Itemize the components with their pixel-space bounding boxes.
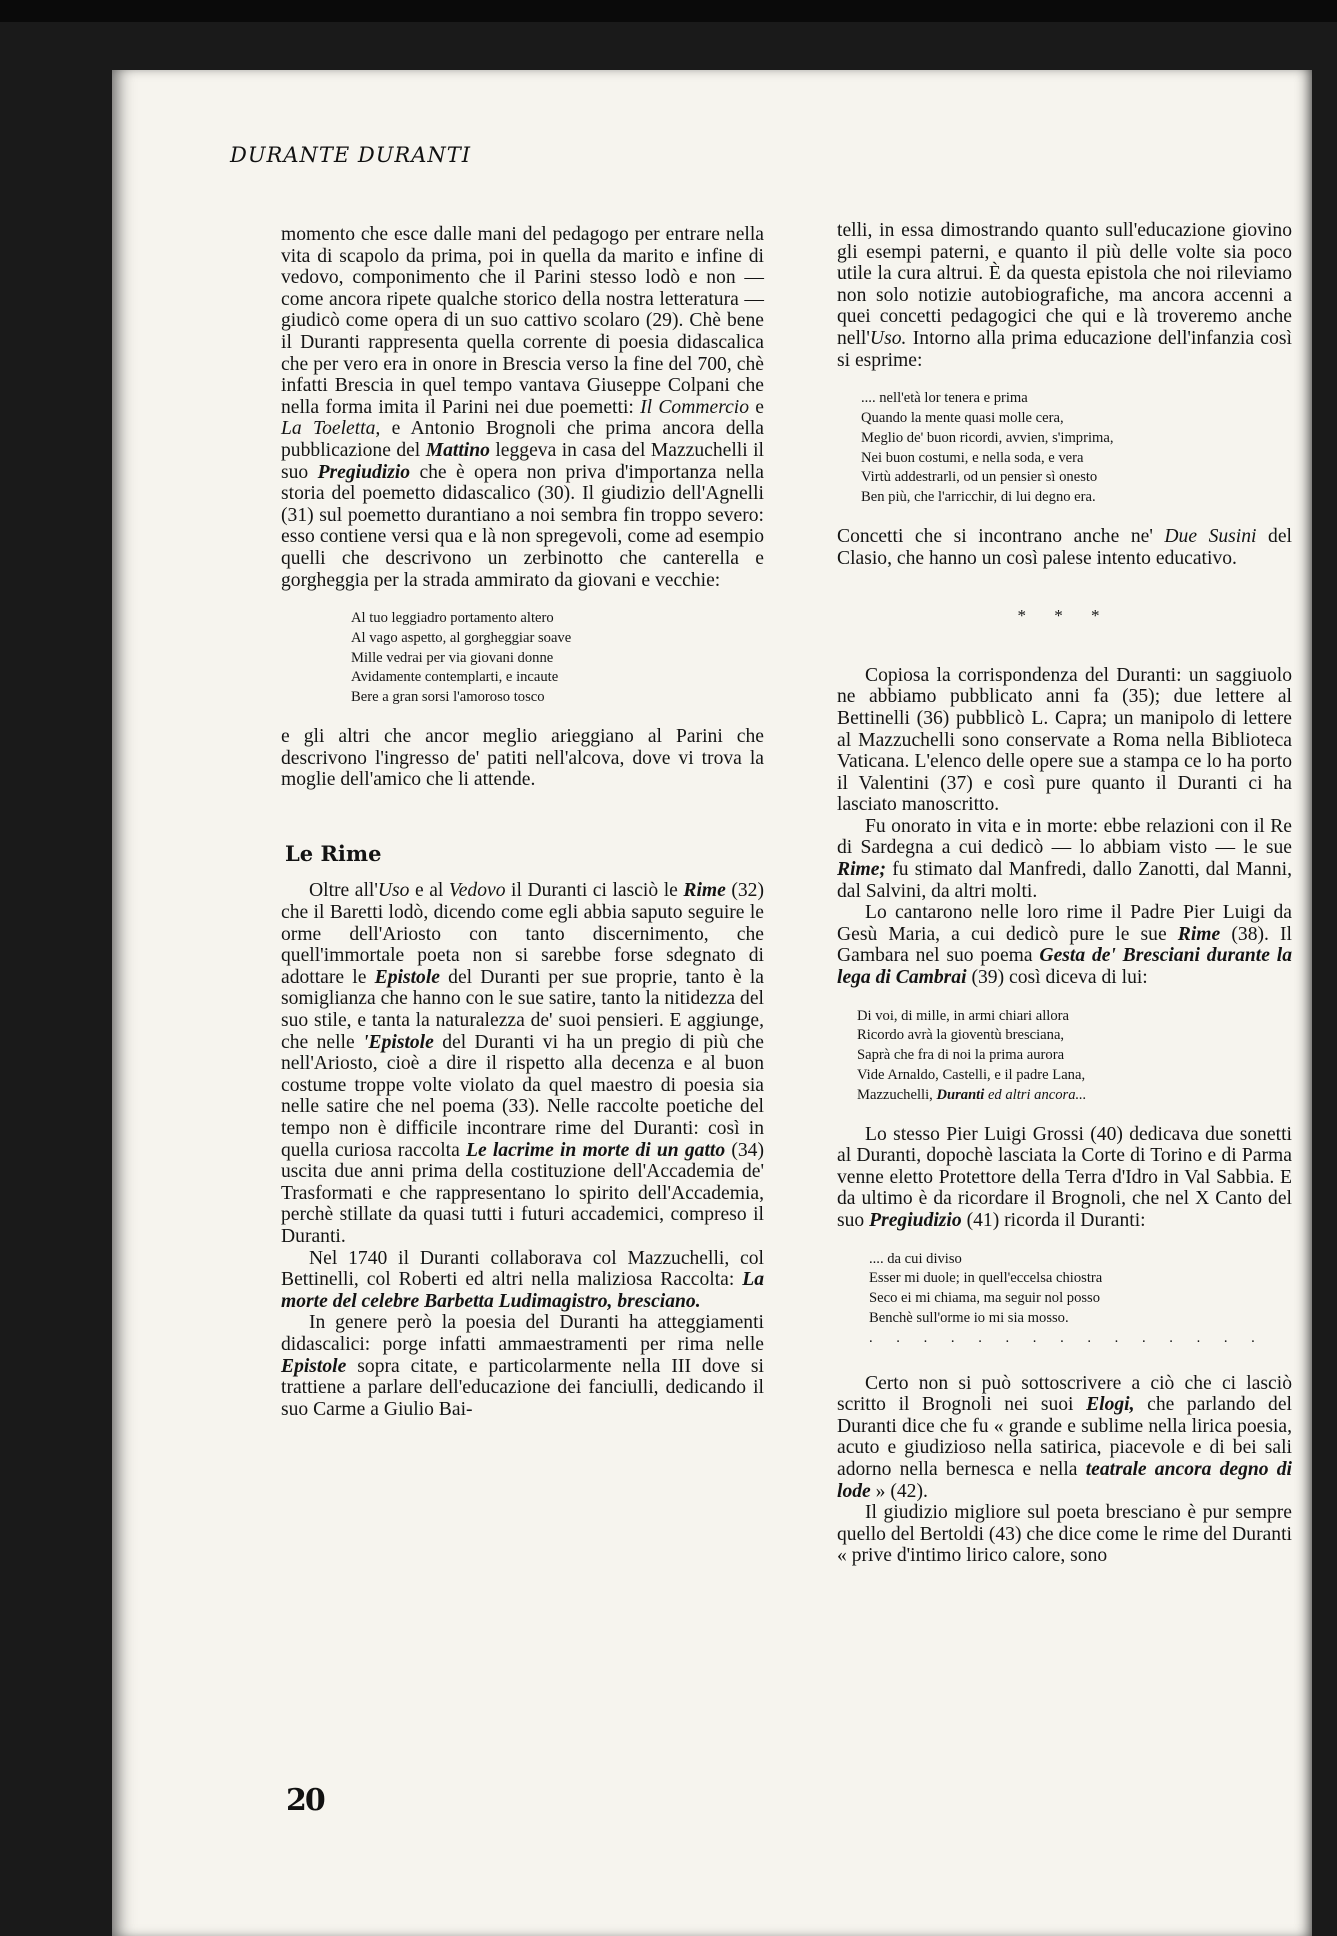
verse-quote: Di voi, di mille, in armi chiari allora Ricordo avrà la gioventù bresciana, Saprà che fra di noi la prima aurora Vide Arnaldo, Castelli, e il padre Lana, Mazzuchelli, Duranti ed altri ancora... <box>857 1007 1087 1103</box>
paragraph: Lo cantarono nelle loro rime il Padre Pier Luigi da Gesù Maria, a cui dedicò pure le sue Rime (38). Il Gambara nel suo poema Gesta de' Bresciani durante la lega di Cambrai (39) così diceva di lui: <box>837 902 1292 989</box>
verse-quote: Al tuo leggiadro portamento altero Al vago aspetto, al gorgheggiar soave Mille vedrai per via giovani donne Avidamente contemplarti, e incaute Bere a gran sorsi l'amoroso tosco <box>351 610 572 706</box>
paragraph: telli, in essa dimostrando quanto sull'educazione giovino gli esempi paterni, e quanto il più delle volte sia poco utile la cura altrui. È da questa epistola che noi rileviamo non solo notizie autobiografiche, ma ancora accenni a quei concetti pedagogici che qui e là troveremo anche nell'Uso. Intorno alla prima educazione dell'infanzia così si esprime: <box>837 220 1292 371</box>
paragraph: Il giudizio migliore sul poeta bresciano è pur sempre quello del Bertoldi (43) che dice come le rime del Duranti « prive d'intimo lirico calore, sono <box>837 1502 1292 1567</box>
paragraph: Copiosa la corrispondenza del Duranti: un saggiuolo ne abbiamo pubblicato anni fa (35); due lettere al Bettinelli (36) pubblicò L. Capra; un manipolo di lettere al Mazzuchelli sono conservate a Roma nella Biblioteca Vaticana. L'elenco delle opere sue a stampa ce lo ha porto il Valentini (37) e così pure quanto il Duranti ci ha lasciato manoscritto. <box>837 664 1292 816</box>
paragraph: e gli altri che ancor meglio arieggiano al Parini che descrivono l'ingresso de' patiti nell'alcova, dove vi trova la moglie dell'amico che li attende. <box>281 726 764 791</box>
verse-quote: .... da cui diviso Esser mi duole; in quell'eccelsa chiostra Seco ei mi chiama, ma seguir nol posso Benchè sull'orme io mi sia mosso. . . . . . . . . . . . . . . . <box>869 1250 1265 1346</box>
paragraph: Lo stesso Pier Luigi Grossi (40) dedicava due sonetti al Duranti, dopochè lasciata la Corte di Torino e di Parma venne eletto Protettore della Terra d'Idro in Val Sabbia. E da ultimo è da ricordare il Brognoli, che nel X Canto del suo Pregiudizio (41) ricorda il Duranti: <box>837 1123 1292 1231</box>
section-heading: Le Rime <box>285 840 382 866</box>
verse-quote: .... nell'età lor tenera e prima Quando la mente quasi molle cera, Meglio de' buon ricordi, avvien, s'imprima, Nei buon costumi, e nella soda, e vera Virtù addestrarli, od un pensier sì onesto Ben più, che l'arricchir, di lui degno era. <box>861 390 1114 506</box>
paragraph: momento che esce dalle mani del pedagogo per entrare nella vita di scapolo da prima, poi in quella da marito e infine di vedovo, componimento che il Parini stesso lodò e non — come ancora ripete qualche storico della nostra letteratura — giudicò come opera di un suo cattivo scolaro (29). Chè bene il Duranti rappresenta quella corrente di poesia didascalica che per vero era in onore in Brescia verso la fine del 700, chè infatti Brescia in quel tempo vantava Giuseppe Colpani che nella forma imita il Parini nei due poemetti: Il Commercio e La Toeletta, e Antonio Brognoli che prima ancora della pubblicazione del Mattino leggeva in casa del Mazzuchelli il suo Pregiudizio che è opera non priva d'importanza nella storia del poemetto didascalico (30). Il giudizio dell'Agnelli (31) sul poemetto durantiano a noi sembra fin troppo severo: esso contiene versi qua e là non spregevoli, come ad esempio quelli che descrivono un zerbinotto che canterella e gorgheggia per la strada ammirato da giovani e vecchie: <box>281 224 764 591</box>
paragraph: In genere però la poesia del Duranti ha atteggiamenti didascalici: porge infatti ammaestramenti per rima nelle Epistole sopra citate, e particolarmente nella III dove si trattiene a parlare dell'educazione dei fanciulli, dedicando il suo Carme a Giulio Bai- <box>281 1312 764 1420</box>
paragraph: Nel 1740 il Duranti collaborava col Mazzuchelli, col Bettinelli, col Roberti ed altri nella maliziosa Raccolta: La morte del celebre Barbetta Ludimagistro, bresciano. <box>281 1247 764 1312</box>
paragraph: Oltre all'Uso e al Vedovo il Duranti ci lasciò le Rime (32) che il Baretti lodò, dicendo come egli abbia saputo seguire le orme dell'Ariosto con tanto discernimento, che quell'immortale poeta non si sarebbe forse sdegnato di adottare le Epistole del Duranti per sue proprie, tanto è la somiglianza che hanno con le sue satire, tanto la nitidezza del suo stile, e tanta la naturalezza de' suoi pensieri. E aggiunge, che nelle 'Epistole del Duranti vi ha un pregio di più che nell'Ariosto, cioè a dire il rispetto alla decenza e al buon costume troppe volte violato da quel maestro di poesia sia nelle satire che nel poema (33). Nelle raccolte poetiche del tempo non è difficile incontrare rime del Duranti: così in quella curiosa raccolta Le lacrime in morte di un gatto (34) uscita due anni prima della costituzione dell'Accademia de' Trasformati e che rappresentano lo spirito dell'Accademia, perchè stillate da quasi tutti i futuri accademici, compreso il Duranti. <box>281 880 765 1247</box>
left-column <box>281 224 764 1420</box>
running-header: DURANTE DURANTI <box>230 143 472 167</box>
paragraph: Fu onorato in vita e in morte: ebbe relazioni con il Re di Sardegna a cui dedicò — lo abbiam visto — le sue Rime; fu stimato dal Manfredi, dallo Zanotti, dal Manni, dal Salvini, da altri molti. <box>837 815 1292 902</box>
section-divider: * * * <box>1017 606 1112 626</box>
paragraph: Certo non si può sottoscrivere a ciò che ci lasciò scritto il Brognoli nei suoi Elogi, che parlando del Duranti dice che fu « grande e sublime nella lirica poesia, acuto e giudizioso nella satirica, piacevole e di bei sali adorno nella bernesca e nella teatrale ancora degno di lode » (42). <box>837 1372 1292 1502</box>
paragraph: Concetti che si incontrano anche ne' Due Susini del Clasio, che hanno un così palese intento educativo. <box>837 525 1292 569</box>
page-number: 20 <box>286 1783 324 1818</box>
scan-border <box>0 0 1337 22</box>
right-column <box>837 220 1292 1567</box>
